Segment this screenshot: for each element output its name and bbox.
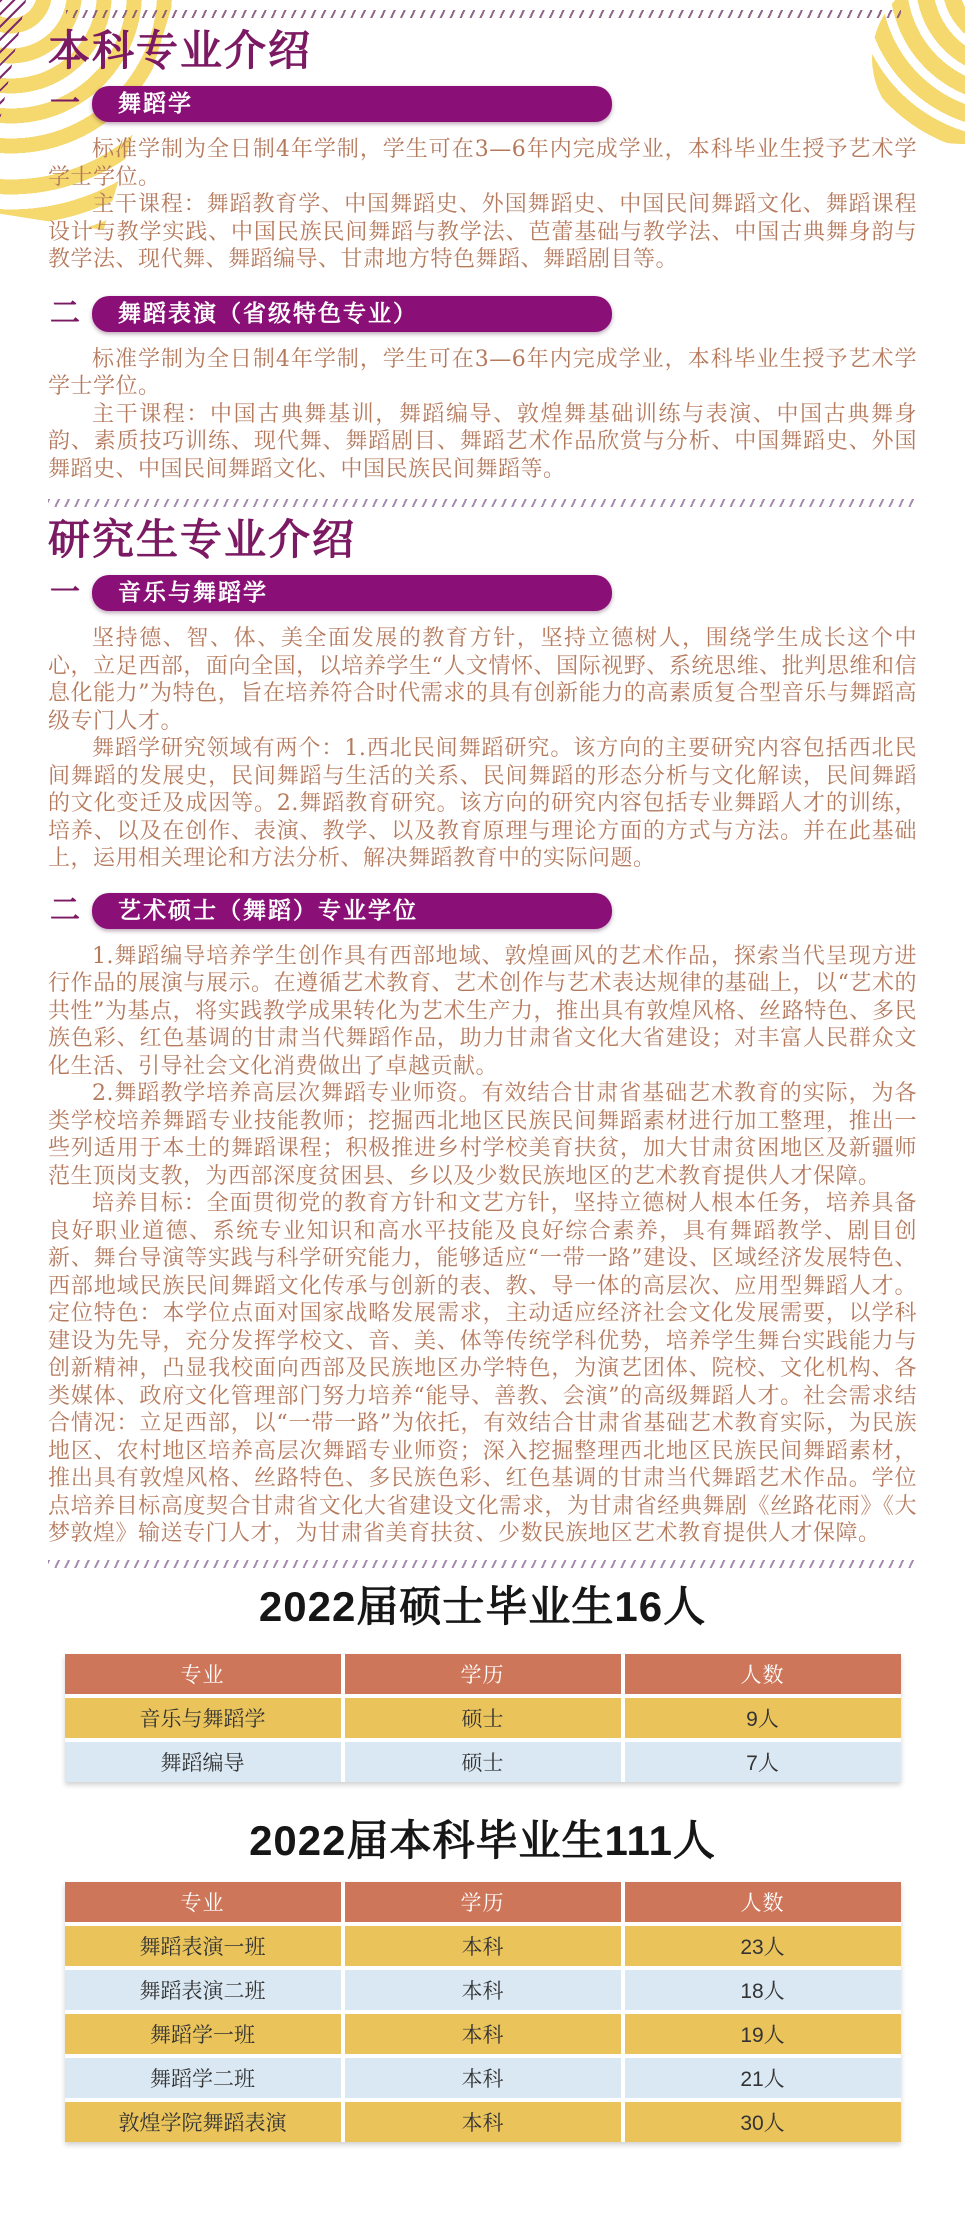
column-header-count: 人数 xyxy=(625,1882,901,1922)
banner-row-dance-studies xyxy=(50,86,917,122)
table-cell-count: 23人 xyxy=(625,1926,901,1966)
item-number: 一 xyxy=(50,86,80,121)
table-cell-degree: 本科 xyxy=(345,2058,621,2098)
table-title-undergraduate-graduates: 2022届本科毕业生111人 xyxy=(249,1816,716,1864)
section-title-undergraduate: 本科专业介绍 xyxy=(48,26,313,75)
table-cell-degree: 本科 xyxy=(345,1970,621,2010)
item-number: 二 xyxy=(50,892,80,928)
paragraph-schooling: 标准学制为全日制4年学制，学生可在3—6年内完成学业，本科毕业生授予艺术学学士学位。 xyxy=(48,137,917,190)
column-header-degree: 学历 xyxy=(345,1654,621,1694)
section-title-graduate: 研究生专业介绍 xyxy=(48,515,357,564)
table-cell-major: 舞蹈学二班 xyxy=(65,2058,341,2098)
document-content xyxy=(48,0,917,2142)
table-cell-major: 舞蹈学一班 xyxy=(65,2014,341,2054)
table-cell-count: 18人 xyxy=(625,1970,901,2010)
table-cell-major: 舞蹈编导 xyxy=(65,1742,341,1782)
banner-row-music-and-dance xyxy=(50,575,917,611)
table-cell-count: 30人 xyxy=(625,2102,901,2142)
major-banner-music-and-dance: 音乐与舞蹈学 xyxy=(92,575,612,611)
masters-graduates-table xyxy=(65,1654,901,1782)
paragraph-schooling: 标准学制为全日制4年学制，学生可在3—6年内完成学业，本科毕业生授予艺术学学士学位。 xyxy=(48,346,917,399)
column-header-count: 人数 xyxy=(625,1654,901,1694)
table-cell-major: 音乐与舞蹈学 xyxy=(65,1698,341,1738)
hatch-divider xyxy=(48,1560,917,1568)
column-header-major: 专业 xyxy=(65,1654,341,1694)
paragraph-teaching: 2.舞蹈教学培养高层次舞蹈专业师资。有效结合甘肃省基础艺术教育的实际，为各类学校培养舞蹈专业技能教师；挖掘西北地区民族民间舞蹈素材进行加工整理，推出一些列适用于本土的舞蹈课程；积极推进乡村学校美育扶贫，加大甘肃贫困地区及新疆师范生顶岗支教，为西部深度贫困县、乡以及少数民族地区的艺术教育提供人才保障。 xyxy=(48,1081,917,1189)
column-header-major: 专业 xyxy=(65,1882,341,1922)
major-banner-dance-studies: 舞蹈学 xyxy=(92,86,612,122)
paragraph-policy: 坚持德、智、体、美全面发展的教育方针，坚持立德树人，围绕学生成长这个中心，立足西部，面向全国，以培养学生“人文情怀、国际视野、系统思维、批判思维和信息化能力”为特色，旨在培养符合时代需求的具有创新能力的高素质复合型音乐与舞蹈高级专门人才。 xyxy=(48,626,917,734)
table-cell-count: 21人 xyxy=(625,2058,901,2098)
major-banner-dance-performance: 舞蹈表演（省级特色专业） xyxy=(92,296,612,332)
table-cell-degree: 硕士 xyxy=(345,1742,621,1782)
paragraph-choreography: 1.舞蹈编导培养学生创作具有西部地域、敦煌画风的艺术作品，探索当代呈现方进行作品的展演与展示。在遵循艺术教育、艺术创作与艺术表达规律的基础上，以“艺术的共性”为基点，将实践教学成果转化为艺术生产力，推出具有敦煌风格、丝路特色、多民族色彩、红色基调的甘肃当代舞蹈作品，助力甘肃省文化大省建设；对丰富人民群众文化生活、引导社会文化消费做出了卓越贡献。 xyxy=(48,943,917,1079)
table-cell-degree: 本科 xyxy=(345,1926,621,1966)
major-banner-mfa-dance: 艺术硕士（舞蹈）专业学位 xyxy=(92,893,612,929)
paragraph-courses: 主干课程：舞蹈教育学、中国舞蹈史、外国舞蹈史、中国民间舞蹈文化、舞蹈课程设计与教学实践、中国民族民间舞蹈与教学法、芭蕾基础与教学法、中国古典舞身韵与教学法、现代舞、舞蹈编导、甘肃地方特色舞蹈、舞蹈剧目等。 xyxy=(48,192,917,272)
paragraph-research-fields: 舞蹈学研究领域有两个：1.西北民间舞蹈研究。该方向的主要研究内容包括西北民间舞蹈的发展史，民间舞蹈与生活的关系、民间舞蹈的形态分析与文化解读，民间舞蹈的文化变迁及成因等。2.舞蹈教育研究。该方向的研究内容包括专业舞蹈人才的训练，培养、以及在创作、表演、教学、以及教育原理与理论方面的方式与方法。并在此基础上，运用相关理论和方法分析、解决舞蹈教育中的实际问题。 xyxy=(48,736,917,871)
banner-row-dance-performance xyxy=(50,296,917,332)
undergraduate-graduates-table xyxy=(65,1882,901,2142)
paragraph-training-goals: 培养目标：全面贯彻党的教育方针和文艺方针，坚持立德树人根本任务，培养具备良好职业道德、系统专业知识和高水平技能及良好综合素养，具有舞蹈教学、剧目创新、舞台导演等实践与科学研究能力，能够适应“一带一路”建设、区域经济发展特色、西部地域民族民间舞蹈文化传承与创新的表、教、导一体的高层次、应用型舞蹈人才。定位特色：本学位点面对国家战略发展需求，主动适应经济社会文化发展需要，以学科建设为先导，充分发挥学校文、音、美、体等传统学科优势，培养学生舞台实践能力与创新精神，凸显我校面向西部及民族地区办学特色，为演艺团体、院校、文化机构、各类媒体、政府文化管理部门努力培养“能导、善教、会演”的高级舞蹈人才。社会需求结合情况：立足西部，以“一带一路”为依托，有效结合甘肃省基础艺术教育实际，为民族地区、农村地区培养高层次舞蹈专业师资；深入挖掘整理西北地区民族民间舞蹈素材，推出具有敦煌风格、丝路特色、多民族色彩、红色基调的甘肃当代舞蹈艺术作品。学位点培养目标高度契合甘肃省文化大省建设文化需求，为甘肃省经典舞剧《丝路花雨》《大梦敦煌》输送专门人才，为甘肃省美育扶贫、少数民族地区艺术教育提供人才保障。 xyxy=(48,1191,917,1546)
table-cell-degree: 本科 xyxy=(345,2014,621,2054)
table-cell-degree: 本科 xyxy=(345,2102,621,2142)
column-header-degree: 学历 xyxy=(345,1882,621,1922)
table-cell-count: 9人 xyxy=(625,1698,901,1738)
table-cell-count: 7人 xyxy=(625,1742,901,1782)
table-cell-count: 19人 xyxy=(625,2014,901,2054)
item-number: 二 xyxy=(50,295,80,331)
table-title-masters-graduates: 2022届硕士毕业生16人 xyxy=(258,1582,707,1630)
table-cell-major: 舞蹈表演一班 xyxy=(65,1926,341,1966)
table-cell-degree: 硕士 xyxy=(345,1698,621,1738)
table-cell-major: 舞蹈表演二班 xyxy=(65,1970,341,2010)
paragraph-courses: 主干课程：中国古典舞基训，舞蹈编导、敦煌舞基础训练与表演、中国古典舞身韵、素质技巧训练、现代舞、舞蹈剧目、舞蹈艺术作品欣赏与分析、中国舞蹈史、外国舞蹈史、中国民间舞蹈文化、中国民族民间舞蹈等。 xyxy=(48,401,917,482)
banner-row-mfa-dance xyxy=(50,893,917,929)
item-number: 一 xyxy=(50,575,80,610)
table-cell-major: 敦煌学院舞蹈表演 xyxy=(65,2102,341,2142)
hatch-divider xyxy=(48,499,917,507)
